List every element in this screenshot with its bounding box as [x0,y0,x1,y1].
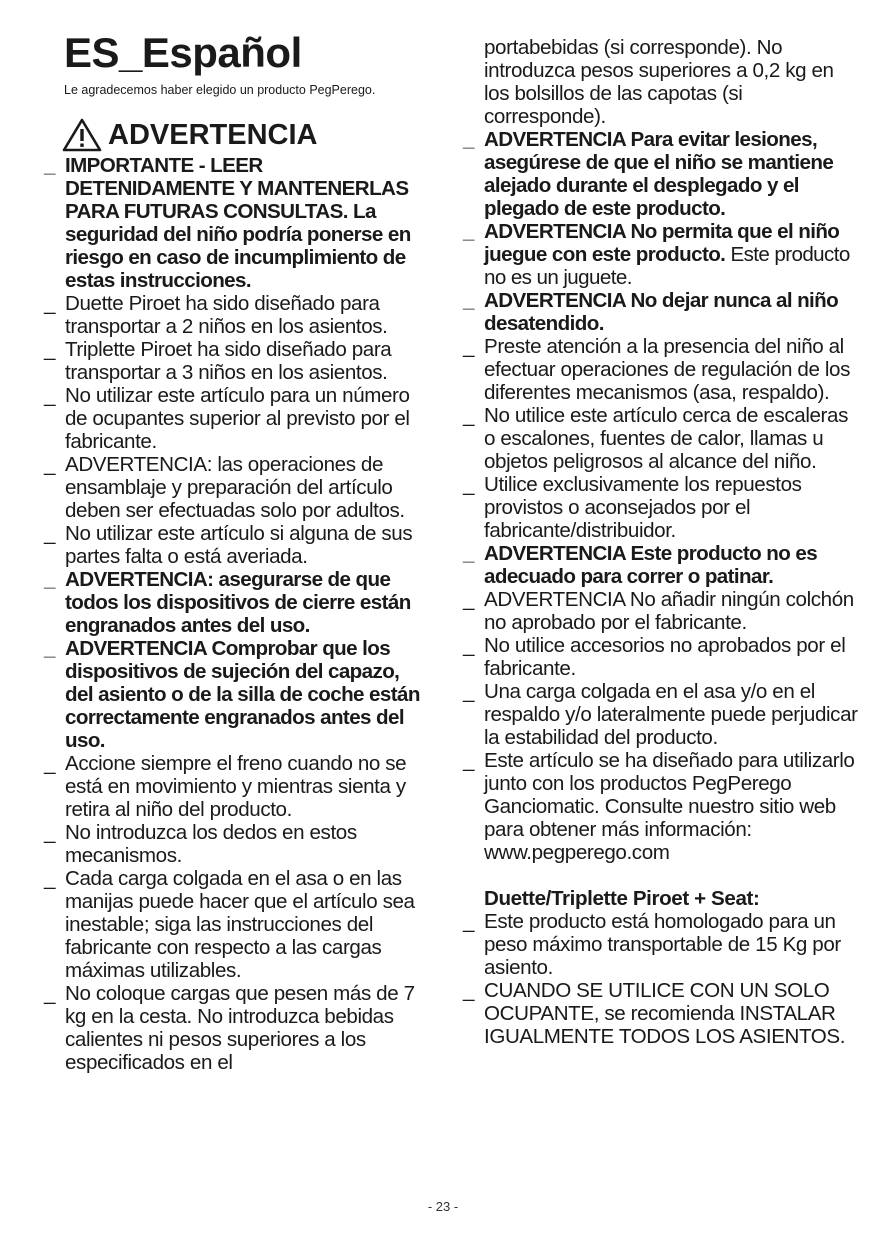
list-item-text: ADVERTENCIA: las operaciones de ensamblaje y preparación del artículo deben ser efectuadas solo por adultos. [65,453,405,522]
warning-list-item [463,289,858,335]
warning-label: ADVERTENCIA [108,118,318,151]
list-item-text: ADVERTENCIA Para evitar lesiones, asegúrese de que el niño se mantiene alejado durante el desplegado y el plegado de este producto. [484,128,834,220]
bullet-marker: _ [44,867,56,890]
warning-list-item [44,384,430,453]
bullet-marker: _ [463,680,475,703]
warning-list-item [44,821,430,867]
continuation-text: portabebidas (si corresponde). No introduzca pesos superiores a 0,2 kg en los bolsillos de las capotas (si corresponde). [484,36,834,128]
bullet-marker: _ [44,821,56,844]
page-number: - 23 - [427,1199,459,1214]
bullet-marker: _ [44,982,56,1005]
list-item-text: ADVERTENCIA No añadir ningún colchón no aprobado por el fabricante. [484,588,854,634]
warning-list-item [463,979,858,1048]
bullet-marker: _ [44,752,56,775]
bullet-marker: _ [463,749,475,772]
bullet-marker: _ [463,979,475,1002]
warning-list-item [44,982,430,1074]
section-heading: Duette/Triplette Piroet + Seat: [484,887,760,910]
warning-list-item [463,220,858,289]
warning-list-item [44,637,430,752]
right-column [463,36,858,1048]
bullet-marker: _ [44,154,55,177]
warning-list-item [44,752,430,821]
list-item-text: No utilizar este artículo si alguna de sus partes falta o está averiada. [65,522,413,568]
warning-list-item [463,473,858,542]
warning-heading [62,118,317,152]
section-items [463,910,858,1048]
list-item-text: No utilice accesorios no aprobados por el fabricante. [484,634,846,680]
bullet-marker: _ [463,220,474,243]
bullet-marker: _ [463,289,474,312]
list-item-text: IMPORTANTE - LEER DETENIDAMENTE Y MANTENERLAS PARA FUTURAS CONSULTAS. La seguridad del niño podría ponerse en riesgo en caso de incumplimiento de estas instrucciones. [65,154,411,292]
warning-list-item [463,749,858,864]
bullet-marker: _ [44,637,55,660]
warning-list-item [463,680,858,749]
list-item-text: Este artículo se ha diseñado para utilizarlo junto con los productos PegPerego Ganciomatic. Consulte nuestro sitio web para obtener más información: www.pegperego.com [484,749,855,864]
list-item-text: Triplette Piroet ha sido diseñado para transportar a 3 niños en los asientos. [65,338,392,384]
warning-list-item [463,910,858,979]
list-item-text: ADVERTENCIA Este producto no es adecuado para correr o patinar. [484,542,818,588]
list-item-text: ADVERTENCIA: asegurarse de que todos los dispositivos de cierre están engranados antes del uso. [65,568,411,637]
list-item-text: Este producto está homologado para un peso máximo transportable de 15 Kg por asiento. [484,910,841,979]
bullet-marker: _ [463,910,475,933]
bullet-marker: _ [463,634,475,657]
list-item-tail-text: Este producto no es un juguete. [484,243,850,289]
bullet-marker: _ [463,335,475,358]
list-item-text: ADVERTENCIA No permita que el niño juegue con este producto. [484,220,840,266]
warning-list-item [463,404,858,473]
warning-list-item [44,292,430,338]
bullet-marker: _ [463,588,475,611]
list-item-text: ADVERTENCIA Comprobar que los dispositivos de sujeción del capazo, del asiento o de la silla de coche están correctamente engranados antes del uso. [65,637,420,752]
bullet-marker: _ [44,338,56,361]
list-item-text: Preste atención a la presencia del niño al efectuar operaciones de regulación de los diferentes mecanismos (asa, respaldo). [484,335,850,404]
warning-list-item [44,338,430,384]
list-item-text: Utilice exclusivamente los repuestos provistos o aconsejados por el fabricante/distribuidor. [484,473,802,542]
list-item-text: Una carga colgada en el asa y/o en el respaldo y/o lateralmente puede perjudicar la estabilidad del producto. [484,680,858,749]
right-items [463,128,858,864]
left-column [44,154,430,1074]
warning-list-item [463,128,858,220]
page-subtitle: Le agradecemos haber elegido un producto PegPerego. [64,83,376,97]
bullet-marker: _ [463,128,474,151]
bullet-marker: _ [44,522,56,545]
warning-list-item [463,588,858,634]
bullet-marker: _ [44,453,56,476]
bullet-marker: _ [463,404,475,427]
list-item-text: Cada carga colgada en el asa o en las manijas puede hacer que el artículo sea inestable; siga las instrucciones del fabricante con respecto a las cargas máximas utilizables. [65,867,415,982]
list-item-text: No utilizar este artículo para un número de ocupantes superior al previsto por el fabricante. [65,384,410,453]
bullet-marker: _ [44,292,56,315]
bullet-marker: _ [44,568,55,591]
warning-list-item [44,568,430,637]
warning-list-item [463,634,858,680]
warning-list-item [44,522,430,568]
list-item-text: CUANDO SE UTILICE CON UN SOLO OCUPANTE, se recomienda INSTALAR IGUALMENTE TODOS LOS ASIENTOS. [484,979,846,1048]
bullet-marker: _ [463,542,474,565]
bullet-marker: _ [463,473,475,496]
list-item-text: ADVERTENCIA No dejar nunca al niño desatendido. [484,289,839,335]
list-item-text: No introduzca los dedos en estos mecanismos. [65,821,357,867]
warning-list-item [463,542,858,588]
page-title: ES_Español [64,29,302,76]
list-item-text: Accione siempre el freno cuando no se está en movimiento y mientras sienta y retira al niño del producto. [65,752,407,821]
list-item-text: No utilice este artículo cerca de escaleras o escalones, fuentes de calor, llamas u objetos peligrosos al alcance del niño. [484,404,848,473]
list-item-text: No coloque cargas que pesen más de 7 kg en la cesta. No introduzca bebidas calientes ni pesos superiores a los especificados en el [65,982,415,1074]
warning-list-item [44,867,430,982]
warning-triangle-icon [62,118,102,152]
warning-list-item [44,453,430,522]
bullet-marker: _ [44,384,56,407]
list-item-text: Duette Piroet ha sido diseñado para transportar a 2 niños en los asientos. [65,292,388,338]
warning-list-item [44,154,430,292]
warning-list-item [463,335,858,404]
